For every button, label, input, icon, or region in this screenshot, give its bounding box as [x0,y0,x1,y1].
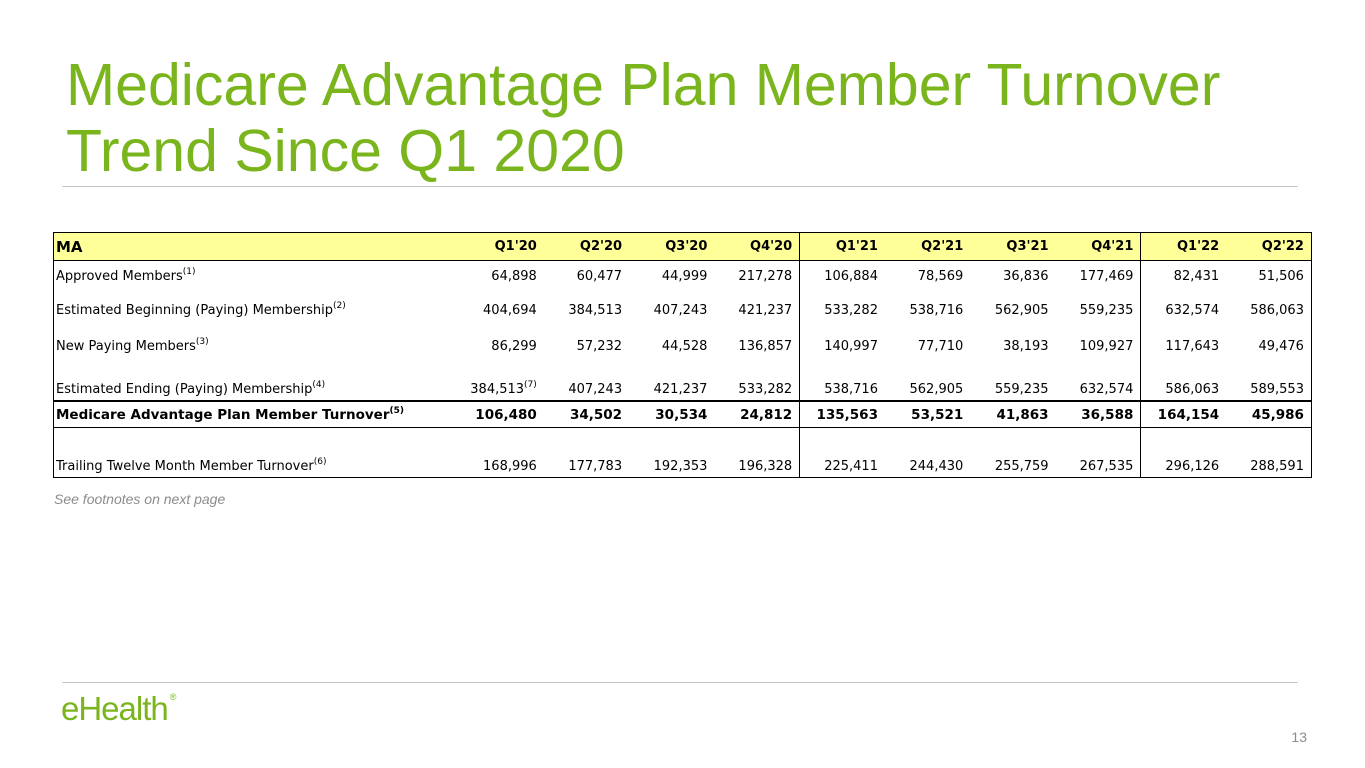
table-cell: 106,884 [800,261,885,293]
row-label: New Paying Members$^{(3)}$ [54,328,459,364]
table-cell: 589,553 [1226,364,1311,401]
title-divider [62,186,1298,187]
page-number: 13 [1291,729,1307,745]
column-header: Q2'21 [885,233,970,261]
table-cell: 136,857 [738,338,793,354]
table-cell: 267,535 [1056,428,1141,478]
table-cell: 632,574 [1079,382,1134,397]
table-cell: 44,528 [661,338,708,354]
table-cell: 57,232 [576,338,623,354]
table-cell: 44,999 [661,269,708,284]
slide-title-line-2: Trend Since Q1 2020 [66,118,625,184]
slide-title [66,52,1266,184]
table-cell: 407,243 [568,382,623,397]
row-label: Approved Members$^{(1)}$ [54,261,459,293]
table-cell: 192,353 [629,428,714,478]
table-cell: 49,476 [1226,328,1311,364]
footnote-ref: (6) [313,457,327,467]
table-cell: 135,563 [800,401,885,428]
table-cell: 30,534 [629,401,714,428]
table-row-total [54,401,1312,428]
column-header: Q4'20 [714,233,799,261]
table-cell: 36,836 [1003,269,1049,284]
footnote-ref: (2) [332,300,346,311]
column-header: Q1'22 [1141,233,1226,261]
column-header: Q3'21 [970,233,1055,261]
table-cell: 404,694 [483,302,537,318]
table-cell: 51,506 [1226,261,1311,293]
table-cell: 64,898 [491,269,537,284]
column-header: Q1'21 [800,233,885,261]
table-cell: 586,063 [1141,364,1226,401]
table-cell: 559,235 [1079,302,1134,318]
table-cell: 296,126 [1141,428,1226,478]
registered-mark: ® [169,692,177,702]
table-cell: 559,235 [994,382,1049,397]
table-cell: 632,574 [1141,292,1226,328]
table-cell: 255,759 [970,428,1055,478]
table-cell: 24,812 [714,401,799,428]
slide-title-line-1: Medicare Advantage Plan Member Turnover [66,52,1221,118]
turnover-table [53,232,1312,478]
footnote-ref: (7) [524,380,537,390]
table-cell: 538,716 [800,364,885,401]
header-label: MA [54,233,459,261]
table-cell: 78,569 [917,269,964,284]
table-cell: 384,513$^{(7)}$ [470,380,537,397]
table-cell: 106,480 [459,401,544,428]
footer-divider [62,682,1298,683]
footnote-ref: (4) [312,380,326,390]
table-row [54,428,1312,478]
table-row [54,292,1312,328]
table-cell: 217,278 [738,269,793,284]
ehealth-logo [61,690,176,728]
table-cell: 177,783 [544,428,629,478]
row-label: Trailing Twelve Month Member Turnover$^{(6)}$ [54,428,459,478]
row-label: Estimated Ending (Paying) Membership$^{(4)}$ [54,364,459,401]
table-cell: 384,513 [568,302,623,318]
table-cell: 140,997 [800,328,885,364]
footnote-ref: (1) [182,267,196,277]
table-cell: 533,282 [800,292,885,328]
table-cell: 77,710 [917,338,964,354]
table-cell: 196,328 [714,428,799,478]
column-header: Q1'20 [459,233,544,261]
table-cell: 538,716 [909,302,964,318]
footnote-ref: (3) [195,336,209,347]
table-cell: 117,643 [1141,328,1226,364]
table-cell: 41,863 [970,401,1055,428]
footnote-text: See footnotes on next page [54,491,226,507]
table-cell: 86,299 [491,338,537,354]
table-cell: 82,431 [1141,261,1226,293]
table-cell: 407,243 [653,302,708,318]
table-cell: 562,905 [994,302,1049,318]
table-cell: 36,588 [1056,401,1141,428]
table-cell: 34,502 [544,401,629,428]
table-cell: 225,411 [800,428,885,478]
table-cell: 421,237 [653,382,708,397]
table-cell: 38,193 [1003,338,1049,354]
row-label: Estimated Beginning (Paying) Membership$^{(2)}$ [54,292,459,328]
table-row [54,364,1312,401]
table-cell: 562,905 [909,382,964,397]
table-row [54,328,1312,364]
table-cell: 288,591 [1226,428,1311,478]
column-header: Q4'21 [1056,233,1141,261]
table-header-row [54,233,1312,261]
table-cell: 586,063 [1226,292,1311,328]
column-header: Q2'22 [1226,233,1311,261]
logo-wordmark: eHealth [61,690,168,727]
table-cell: 53,521 [885,401,970,428]
table-row [54,261,1312,293]
table-cell: 60,477 [576,269,623,284]
table-cell: 421,237 [738,302,793,318]
footnote-ref: (5) [389,405,404,416]
table-cell: 109,927 [1079,338,1134,354]
table-cell: 177,469 [1079,269,1134,284]
table-cell: 164,154 [1141,401,1226,428]
table-cell: 533,282 [738,382,793,397]
table-cell: 168,996 [459,428,544,478]
column-header: Q2'20 [544,233,629,261]
table-cell: 45,986 [1226,401,1311,428]
row-label: Medicare Advantage Plan Member Turnover$^{(5)}$ [54,401,459,428]
column-header: Q3'20 [629,233,714,261]
table-cell: 244,430 [885,428,970,478]
